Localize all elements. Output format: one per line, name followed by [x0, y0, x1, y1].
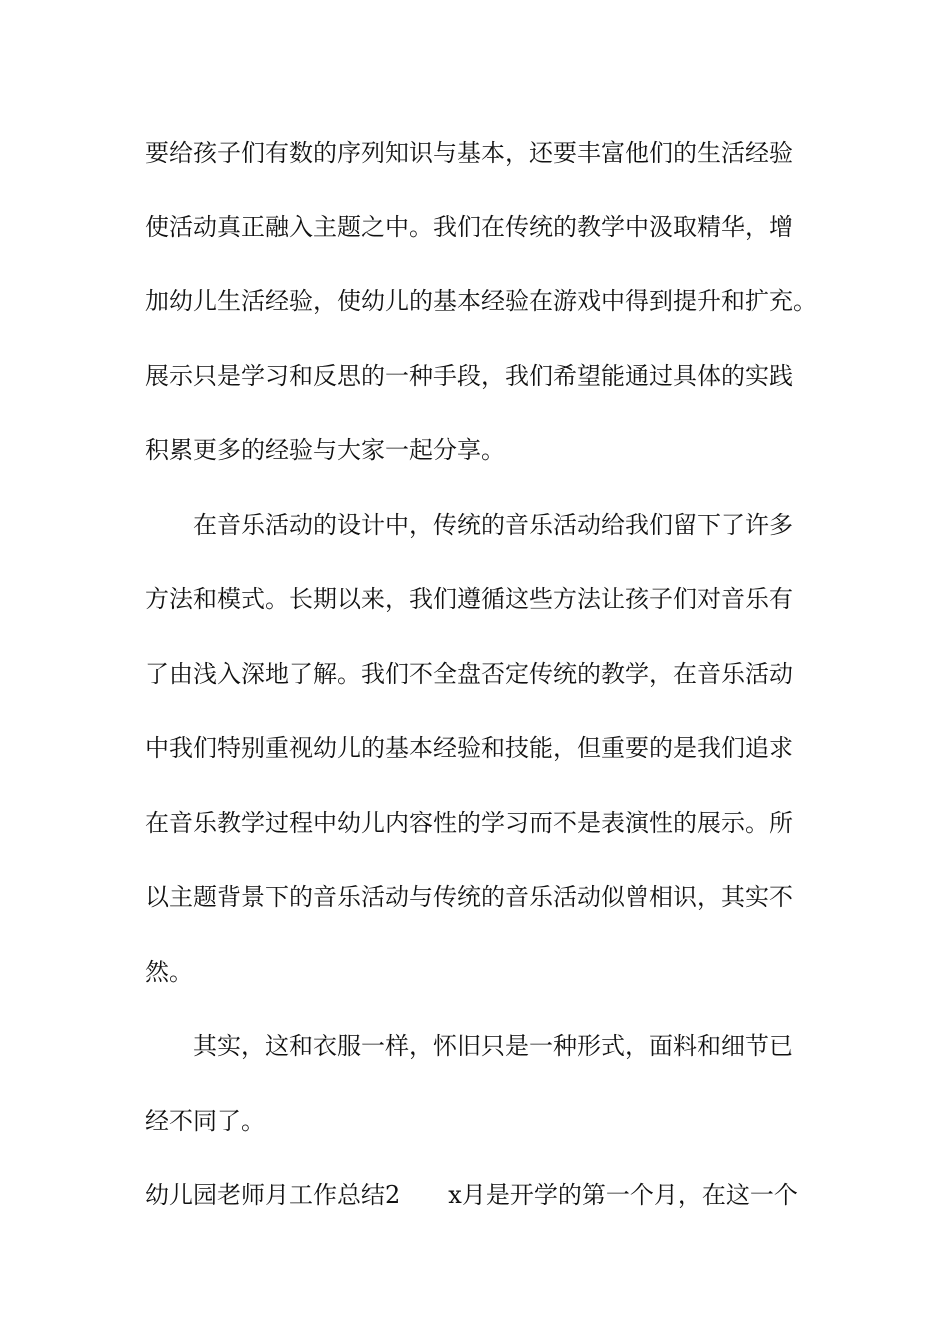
paragraph-1-line-4: 展示只是学习和反思的一种手段，我们希望能通过具体的实践 — [145, 362, 793, 390]
paragraph-4-text: x月是开学的第一个月，在这一个 — [448, 1181, 798, 1209]
paragraph-3-line-1: 其实，这和衣服一样，怀旧只是一种形式，面料和细节已 — [193, 1032, 793, 1060]
section-heading: 幼儿园老师月工作总结2 — [145, 1181, 401, 1209]
paragraph-2-line-4: 中我们特别重视幼儿的基本经验和技能，但重要的是我们追求 — [145, 734, 793, 762]
paragraph-1-line-2: 使活动真正融入主题之中。我们在传统的教学中汲取精华，增 — [145, 213, 793, 241]
paragraph-2-line-2: 方法和模式。长期以来，我们遵循这些方法让孩子们对音乐有 — [145, 585, 793, 613]
paragraph-2-line-7: 然。 — [145, 958, 193, 986]
paragraph-2-line-3: 了由浅入深地了解。我们不全盘否定传统的教学，在音乐活动 — [145, 660, 793, 688]
paragraph-1-line-3: 加幼儿生活经验，使幼儿的基本经验在游戏中得到提升和扩充。 — [145, 287, 817, 315]
paragraph-2-line-6: 以主题背景下的音乐活动与传统的音乐活动似曾相识，其实不 — [145, 883, 793, 911]
paragraph-4-line-1 — [145, 1180, 798, 1210]
paragraph-2-line-1: 在音乐活动的设计中，传统的音乐活动给我们留下了许多 — [193, 511, 793, 539]
paragraph-2-line-5: 在音乐教学过程中幼儿内容性的学习而不是表演性的展示。所 — [145, 809, 793, 837]
paragraph-3-line-2: 经不同了。 — [145, 1107, 265, 1135]
paragraph-1-line-5: 积累更多的经验与大家一起分享。 — [145, 436, 505, 464]
paragraph-1-line-1: 要给孩子们有数的序列知识与基本，还要丰富他们的生活经验 — [145, 139, 793, 167]
